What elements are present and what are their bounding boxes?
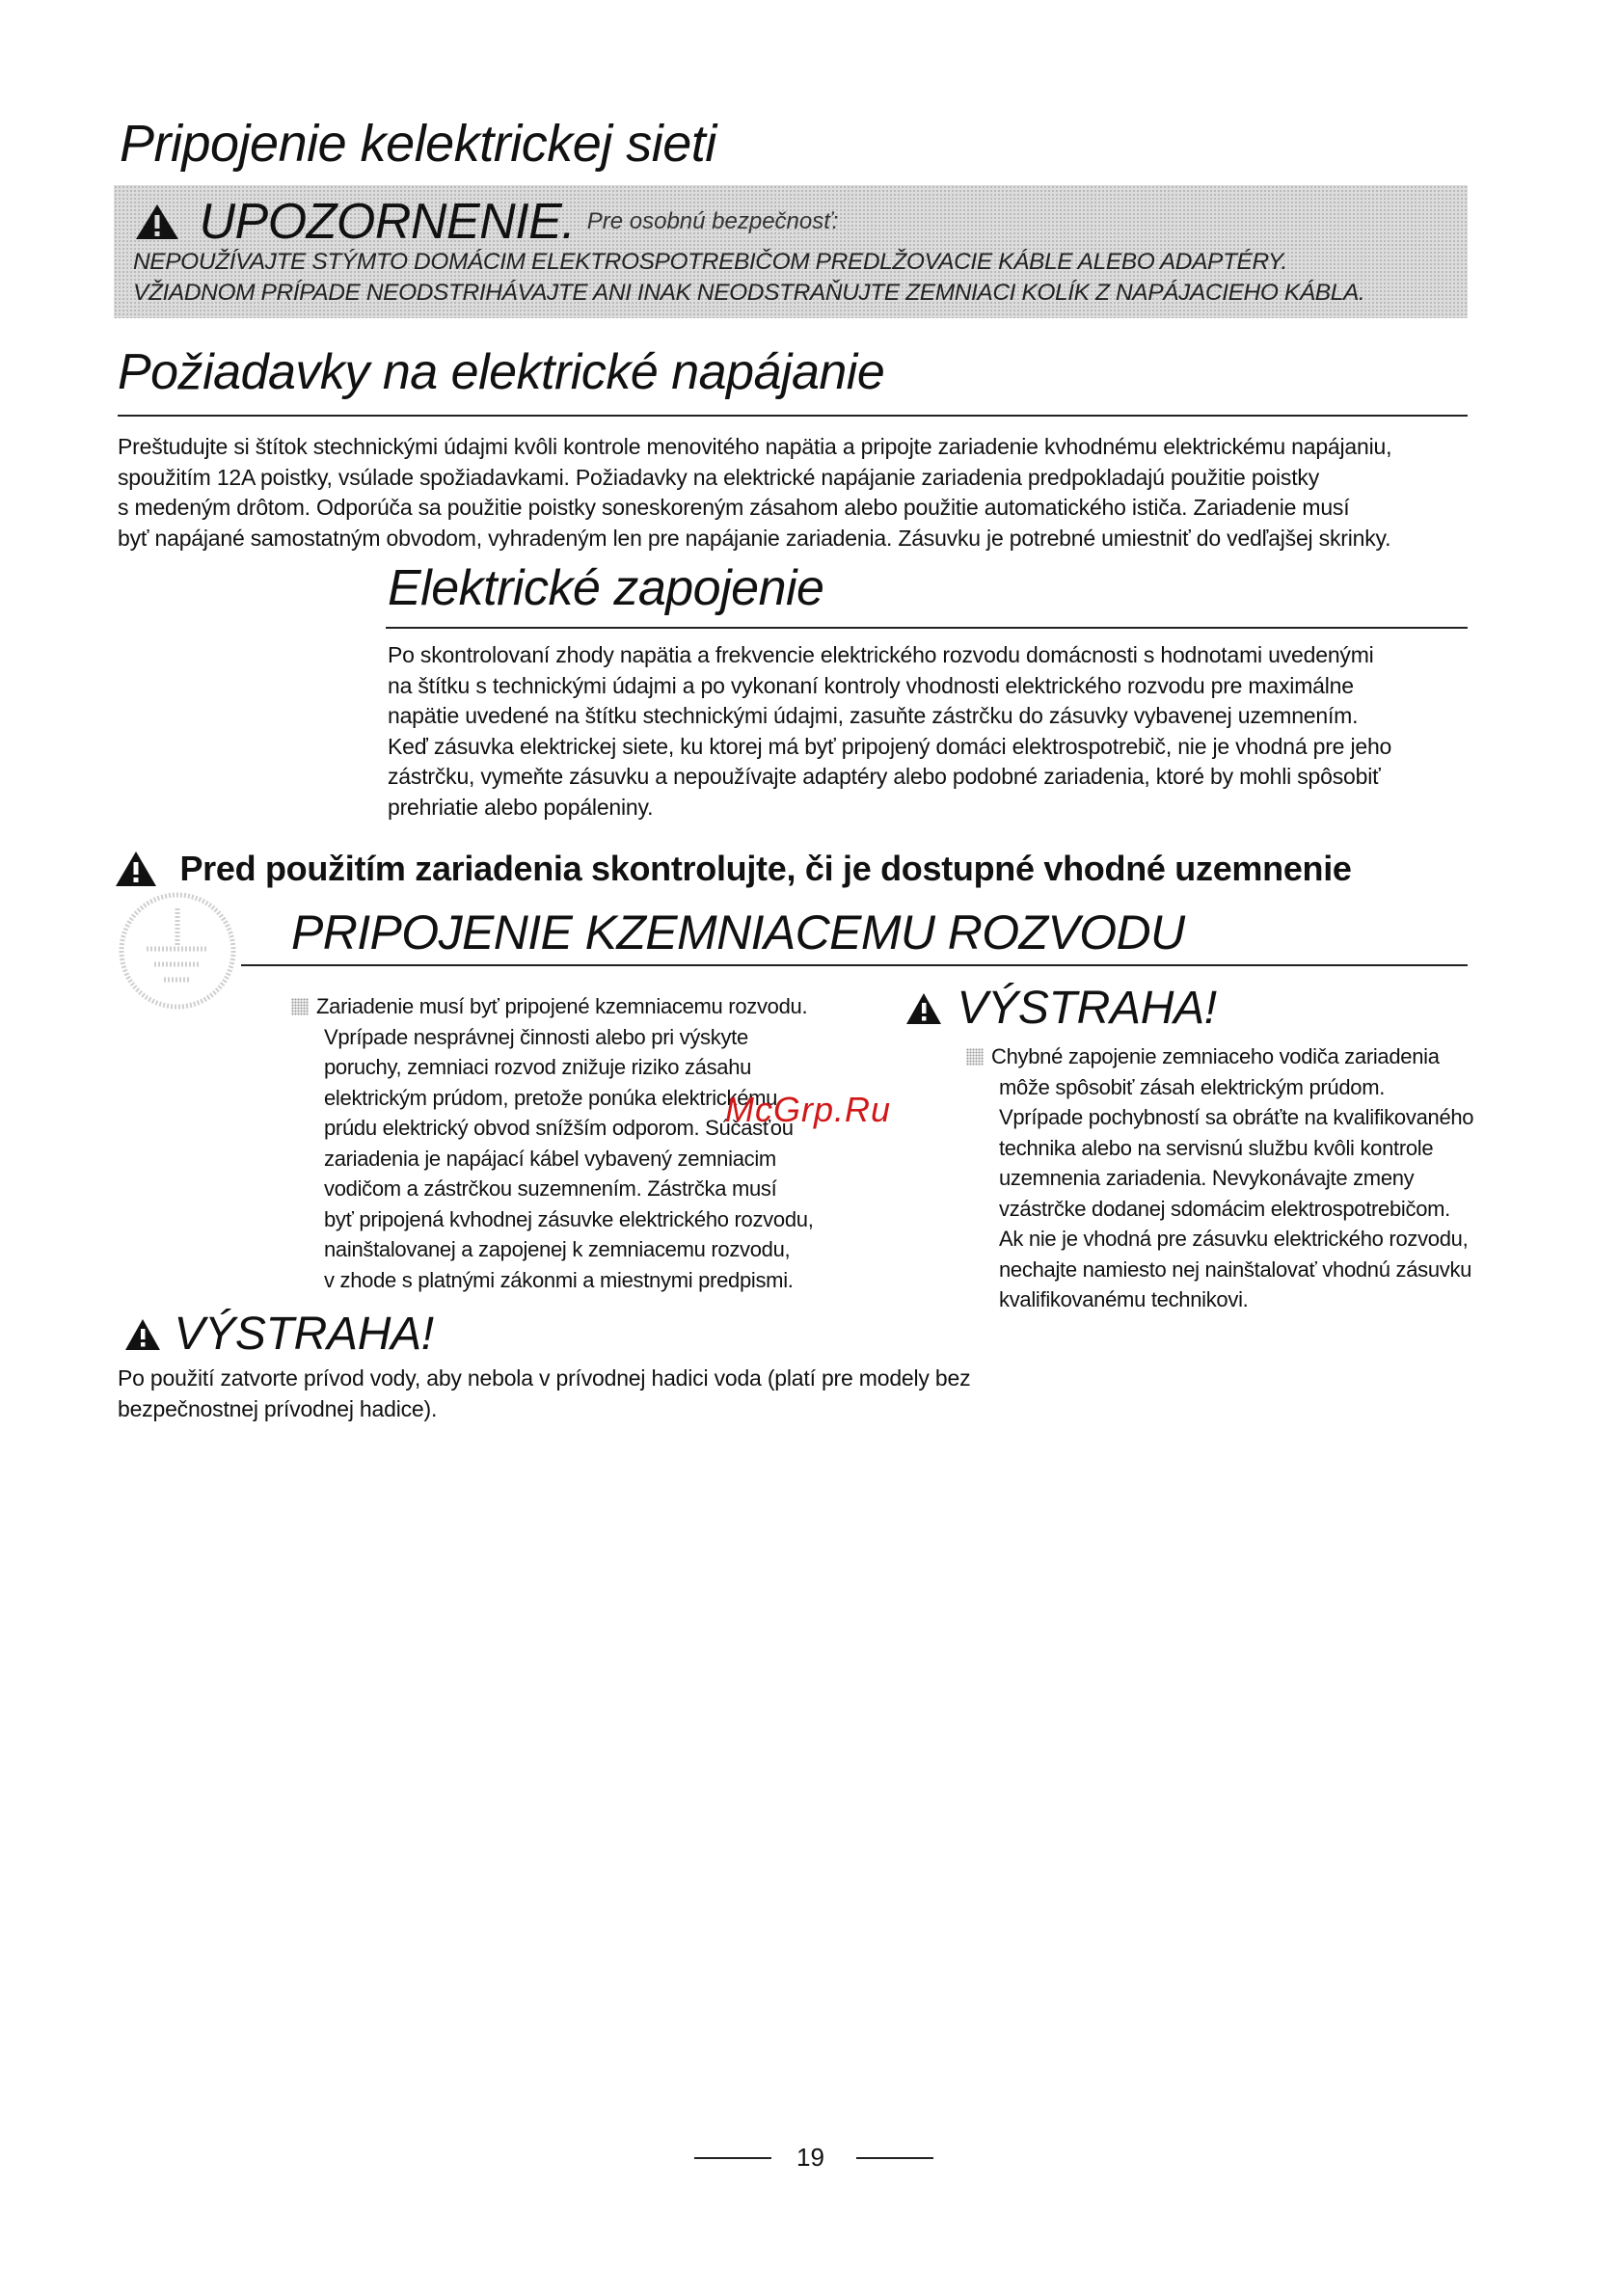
caution-line-2: VŽIADNOM PRÍPADE NEODSTRIHÁVAJTE ANI INAK NEODSTRAŇUJTE ZEMNIACI KOLÍK Z NAPÁJACIEHO KÁBLA.: [133, 280, 1365, 306]
grounding-line: v zhode s platnými zákonmi a miestnymi predpismi.: [324, 1267, 794, 1292]
connection-section-rule: [386, 627, 1468, 629]
connection-section-title: Elektrické zapojenie: [388, 560, 824, 616]
grounding-line: prúdu elektrický obvod snížším odporom. Súčasťou: [324, 1116, 794, 1140]
warning-bottom-paragraph: [118, 1364, 1178, 1424]
warning-right-line: Chybné zapojenie zemniaceho vodiča zariadenia: [966, 1041, 1487, 1072]
power-section-rule: [118, 415, 1468, 417]
grounding-section-rule: [241, 964, 1468, 966]
warning-right-line: kvalifikovanému technikovi.: [999, 1287, 1249, 1311]
warning-icon: [114, 850, 158, 888]
bullet-icon: [291, 998, 309, 1015]
grounding-line: elektrickým prúdom, pretože ponúka elektrickému: [324, 1085, 778, 1110]
grounding-line: Zariadenie musí byť pripojené kzemniacemu rozvodu.: [291, 991, 889, 1022]
connection-line: napätie uvedené na štítku stechnickými údajmi, zasuňte zástrčku do zásuvky vybavenej uzemnením.: [388, 703, 1359, 728]
grounding-line: nainštalovanej a zapojenej k zemniacemu rozvodu,: [324, 1237, 791, 1261]
warning-bottom-line: Po použití zatvorte prívod vody, aby nebola v prívodnej hadici voda (platí pre modely bez: [118, 1365, 971, 1391]
power-paragraph: [118, 432, 1477, 554]
warning-right-paragraph: [966, 1041, 1487, 1315]
grounding-section-title: PRIPOJENIE KZEMNIACEMU ROZVODU: [291, 905, 1185, 959]
connection-line: Po skontrolovaní zhody napätia a frekvencie elektrického rozvodu domácnosti s hodnotami uvedenými: [388, 642, 1374, 667]
warning-icon: [123, 1317, 162, 1352]
warning-right-title: VÝSTRAHA!: [957, 983, 1217, 1034]
grounding-line: poruchy, zemniaci rozvod znižuje riziko zásahu: [324, 1055, 752, 1079]
caution-heading-row: [133, 193, 838, 251]
caution-line-1: NEPOUŽÍVAJTE STÝMTO DOMÁCIM ELEKTROSPOTREBIČOM PREDLŽOVACIE KÁBLE ALEBO ADAPTÉRY.: [133, 249, 1287, 275]
warning-right-line: uzemnenia zariadenia. Nevykonávajte zmeny: [999, 1166, 1415, 1190]
grounding-check-heading: Pred použitím zariadenia skontrolujte, či je dostupné vhodné uzemnenie: [179, 849, 1352, 888]
page-number-rule-left: [694, 2157, 771, 2159]
power-line: byť napájané samostatným obvodom, vyhradeným len pre napájanie zariadenia. Zásuvku je potrebné umiestniť do vedľajšej skrinky.: [118, 525, 1391, 551]
ground-symbol-icon: [112, 885, 243, 1016]
watermark: McGrp.Ru: [725, 1090, 892, 1129]
page-title: Pripojenie kelektrickej sieti: [120, 115, 716, 173]
caution-subtitle: Pre osobnú bezpečnosť:: [586, 208, 839, 234]
caution-title: UPOZORNENIE.: [199, 194, 576, 250]
grounding-line: byť pripojená kvhodnej zásuvke elektrického rozvodu,: [324, 1206, 814, 1231]
grounding-paragraph: [291, 991, 892, 1295]
warning-right-line: môže spôsobiť zásah elektrickým prúdom.: [999, 1074, 1386, 1099]
warning-right-line: vzástrčke dodanej sdomácim elektrospotrebičom.: [999, 1196, 1450, 1221]
connection-line: zástrčku, vymeňte zásuvku a nepoužívajte adaptéry alebo podobné zariadenia, ktoré by mohli spôsobiť: [388, 764, 1381, 789]
warning-right-line: Ak nie je vhodná pre zásuvku elektrického rozvodu,: [999, 1227, 1469, 1251]
warning-icon: [133, 202, 181, 242]
connection-line: prehriatie alebo popáleniny.: [388, 794, 654, 820]
grounding-line: vodičom a zástrčkou suzemnením. Zástrčka musí: [324, 1176, 777, 1201]
power-line: s medeným drôtom. Odporúča sa použitie poistky soneskoreným zásahom alebo použitie automatického ističa. Zariadenie musí: [118, 495, 1350, 520]
warning-right-line: nechajte namiesto nej nainštalovať vhodnú zásuvku: [999, 1256, 1472, 1282]
warning-bottom-heading: [123, 1308, 434, 1361]
grounding-line: zariadenia je napájací kábel vybavený zemniacim: [324, 1146, 776, 1171]
connection-line: na štítku s technickými údajmi a po vykonaní kontroly vhodnosti elektrického rozvodu pre maximálne: [388, 672, 1354, 698]
power-line: Preštudujte si štítok stechnickými údajmi kvôli kontrole menovitého napätia a pripojte zariadenie kvhodnému elektrickému napájaniu,: [118, 434, 1392, 459]
warning-bottom-title: VÝSTRAHA!: [174, 1309, 434, 1360]
connection-paragraph: [388, 640, 1477, 823]
power-line: spoužitím 12A poistky, vsúlade spožiadavkami. Požiadavky na elektrické napájanie zariadenia predpokladajú použitie poistky: [118, 464, 1320, 490]
warning-right-line: Vprípade pochybností sa obráťte na kvalifikovaného: [999, 1105, 1474, 1129]
bullet-icon: [966, 1048, 984, 1066]
power-section-title: Požiadavky na elektrické napájanie: [118, 344, 885, 400]
warning-right-heading: [904, 982, 1217, 1035]
connection-line: Keď zásuvka elektrickej siete, ku ktorej má byť pripojený domáci elektrospotrebič, nie je vhodná pre jeho: [388, 733, 1392, 759]
page-number: 19: [796, 2143, 824, 2172]
warning-bottom-line: bezpečnostnej prívodnej hadice).: [118, 1395, 438, 1421]
page-number-rule-right: [856, 2157, 933, 2159]
warning-icon: [904, 991, 943, 1026]
grounding-check-row: [114, 849, 1352, 889]
warning-right-line: technika alebo na servisnú službu kvôli kontrole: [999, 1135, 1434, 1160]
grounding-line: Vprípade nesprávnej činnosti alebo pri výskyte: [324, 1024, 748, 1049]
